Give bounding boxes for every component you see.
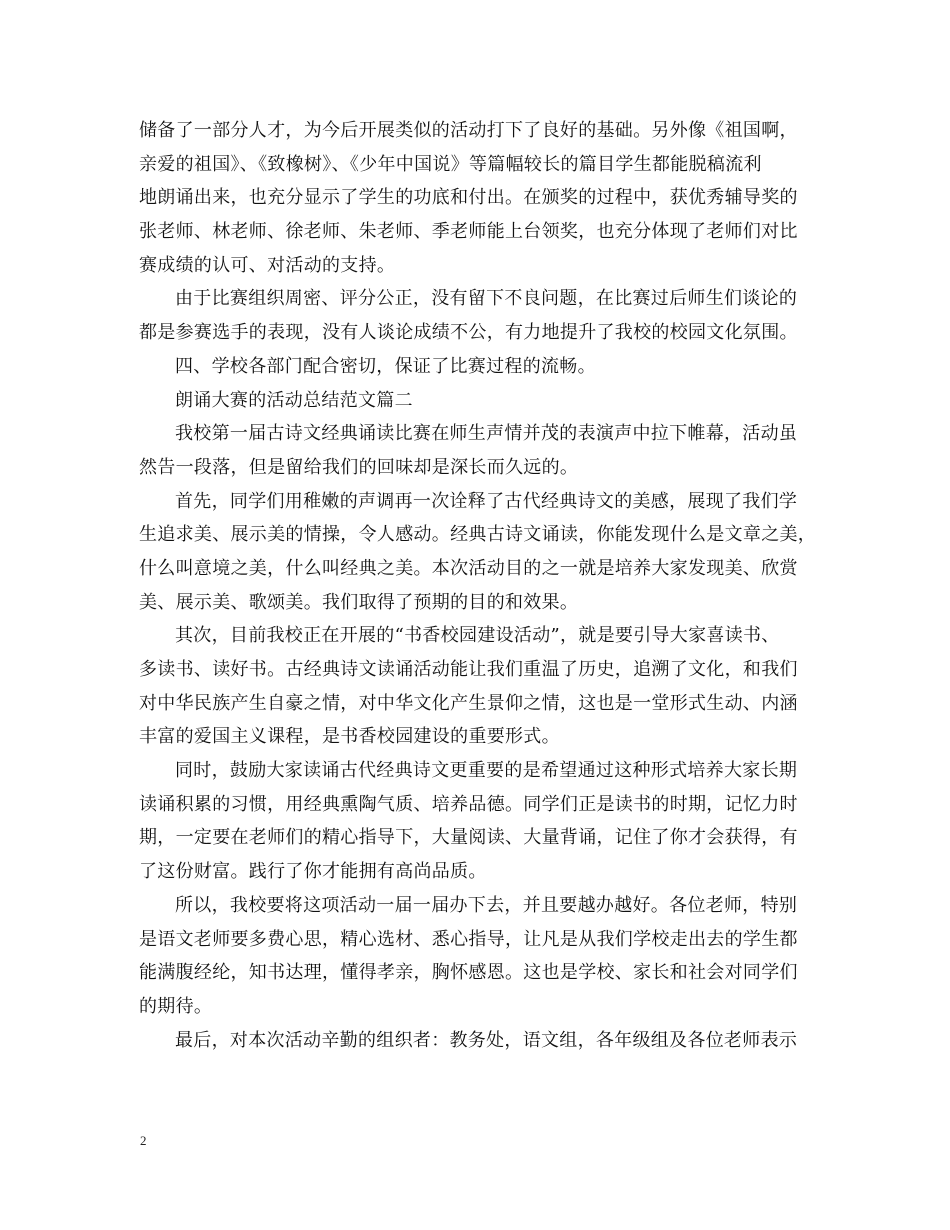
text-line: 储备了一部分人才，为今后开展类似的活动打下了良好的基础。另外像《祖国啊， — [139, 120, 798, 141]
text-line: 张老师、林老师、徐老师、朱老师、季老师能上台领奖，也充分体现了老师们对比 — [139, 221, 798, 243]
text-line: 什么叫意境之美，什么叫经典之美。本次活动目的之一就是培养大家发现美、欣赏 — [139, 557, 798, 579]
text-line: 地朗诵出来，也充分显示了学生的功底和付出。在颁奖的过程中，获优秀辅导奖的 — [139, 187, 798, 209]
text-line: 是语文老师要多费心思，精心选材、悉心指导，让凡是从我们学校走出去的学生都 — [139, 928, 798, 950]
section-heading: 四、学校各部门配合密切，保证了比赛过程的流畅。 — [175, 355, 596, 377]
text-line: 亲爱的祖国》、《致橡树》、《少年中国说》等篇幅较长的篇目学生都能脱稿流利 — [139, 153, 762, 175]
text-line: 生追求美、展示美的情操，令人感动。经典古诗文诵读，你能发现什么是文章之美， — [139, 524, 817, 546]
text-line: 多读书、读好书。古经典诗文读诵活动能让我们重温了历史，追溯了文化，和我们 — [139, 659, 798, 680]
text-line: 美、展示美、歌颂美。我们取得了预期的目的和效果。 — [139, 591, 579, 613]
text-line: 然告一段落，但是留给我们的回味却是深长而久远的。 — [139, 456, 579, 478]
paragraph-start-line: 同时，鼓励大家读诵古代经典诗文更重要的是希望通过这种形式培养大家长期 — [175, 760, 798, 782]
paragraph-start-line: 首先，同学们用稚嫩的声调再一次诠释了古代经典诗文的美感，展现了我们学 — [175, 490, 798, 512]
text-line: 了这份财富。践行了你才能拥有高尚品质。 — [139, 861, 487, 883]
text-line: 期，一定要在老师们的精心指导下，大量阅读、大量背诵，记住了你才会获得，有 — [139, 827, 798, 849]
paragraph-start-line: 其次，目前我校正在开展的“书香校园建设活动”，就是要引导大家喜读书、 — [175, 625, 780, 647]
text-line: 对中华民族产生自豪之情，对中华文化产生景仰之情，这也是一堂形式生动、内涵 — [139, 692, 798, 714]
page-number: 2 — [140, 1133, 147, 1148]
text-line: 丰富的爱国主义课程，是书香校园建设的重要形式。 — [139, 726, 560, 748]
text-line: 能满腹经纶，知书达理，懂得孝亲，胸怀感恩。这也是学校、家长和社会对同学们 — [139, 962, 798, 984]
paragraph-start-line: 最后，对本次活动辛勤的组织者：教务处，语文组，各年级组及各位老师表示 — [175, 1029, 798, 1051]
paragraph-start-line: 由于比赛组织周密、评分公正，没有留下不良问题，在比赛过后师生们谈论的 — [175, 288, 798, 310]
text-line: 都是参赛选手的表现，没有人谈论成绩不公，有力地提升了我校的校园文化氛围。 — [139, 322, 798, 344]
document-body — [139, 114, 817, 1057]
text-line: 读诵积累的习惯，用经典熏陶气质、培养品德。同学们正是读书的时期，记忆力时 — [139, 793, 798, 815]
paragraph-start-line: 所以，我校要将这项活动一届一届办下去，并且要越办越好。各位老师，特别 — [175, 894, 798, 916]
text-line: 赛成绩的认可、对活动的支持。 — [139, 254, 396, 276]
article-title: 朗诵大赛的活动总结范文篇二 — [175, 389, 413, 411]
text-line: 的期待。 — [139, 995, 213, 1017]
paragraph-start-line: 我校第一届古诗文经典诵读比赛在师生声情并茂的表演声中拉下帷幕，活动虽 — [175, 423, 798, 445]
